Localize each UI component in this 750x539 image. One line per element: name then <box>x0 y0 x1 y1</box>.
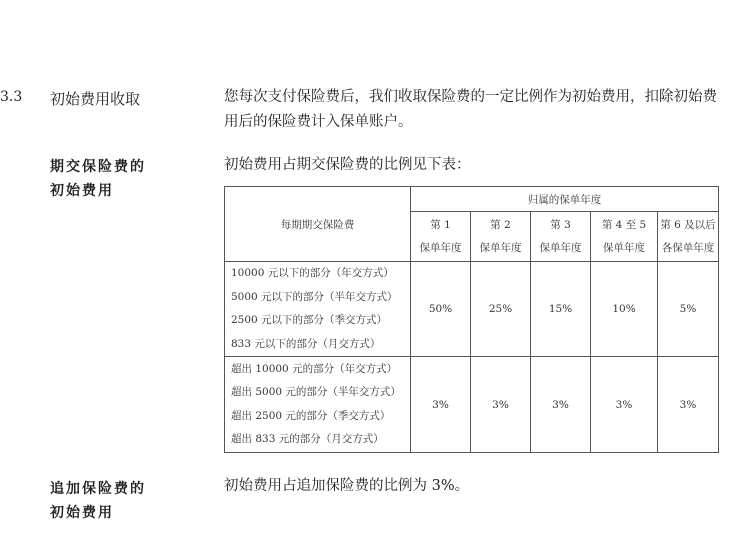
row-label <box>225 357 411 453</box>
rate-cell: 3% <box>471 357 531 453</box>
column-header-line1: 第 4 至 5 <box>601 218 647 231</box>
row-label-line: 超出 10000 元的部分（年交方式） <box>231 362 398 375</box>
periodic-label <box>50 155 146 203</box>
row-label-line: 833 元以下的部分（月交方式） <box>231 337 381 350</box>
section-number: 3.3 <box>0 89 23 105</box>
table-row <box>225 357 719 453</box>
row-label-line: 2500 元以下的部分（季交方式） <box>231 314 388 326</box>
column-header-line2: 保单年度 <box>419 241 462 254</box>
additional-label <box>50 477 146 525</box>
column-header <box>531 212 591 262</box>
table-row <box>225 262 719 357</box>
periodic-label-line1: 期交保险费的 <box>50 159 146 175</box>
row-label-line: 超出 5000 元的部分（半年交方式） <box>231 386 401 398</box>
section-title: 初始费用收取 <box>50 90 141 108</box>
periodic-label-line2: 初始费用 <box>50 183 114 199</box>
column-header <box>658 212 719 262</box>
column-header-line2: 保单年度 <box>539 241 582 254</box>
column-header-line2: 各保单年度 <box>661 241 715 254</box>
rate-cell: 50% <box>411 262 471 357</box>
row-label-line: 超出 833 元的部分（月交方式） <box>231 433 384 445</box>
column-header-line2: 保单年度 <box>603 241 645 254</box>
row-header: 每期期交保险费 <box>225 187 411 262</box>
rate-cell: 3% <box>658 357 719 453</box>
rate-cell: 3% <box>411 357 471 453</box>
rate-cell: 3% <box>591 357 658 453</box>
column-header <box>471 212 531 262</box>
group-header: 归属的保单年度 <box>411 187 719 212</box>
column-header <box>411 212 471 262</box>
row-label <box>225 262 411 357</box>
column-header <box>591 212 658 262</box>
rate-cell: 3% <box>531 357 591 453</box>
rate-cell: 5% <box>658 262 719 357</box>
additional-label-line1: 追加保险费的 <box>50 481 146 497</box>
additional-text: 初始费用占追加保险费的比例为 3%。 <box>224 478 470 494</box>
column-header-line1: 第 6 及以后 <box>660 218 716 231</box>
rate-cell: 10% <box>591 262 658 357</box>
rate-cell: 25% <box>471 262 531 357</box>
additional-label-line2: 初始费用 <box>50 505 114 521</box>
column-header-line1: 第 2 <box>490 218 511 231</box>
column-header-line1: 第 1 <box>430 218 451 231</box>
section-intro: 您每次支付保险费后，我们收取保险费的一定比例作为初始费用，扣除初始费用后的保险费计入保单账户。 <box>224 89 717 130</box>
column-header-line1: 第 3 <box>550 218 571 231</box>
row-label-line: 5000 元以下的部分（半年交方式） <box>231 290 398 303</box>
row-label-line: 10000 元以下的部分（年交方式） <box>231 267 394 279</box>
rate-cell: 15% <box>531 262 591 357</box>
row-label-line: 超出 2500 元的部分（季交方式） <box>231 409 391 422</box>
column-header-line2: 保单年度 <box>479 241 522 254</box>
fee-table <box>224 186 719 453</box>
periodic-text: 初始费用占期交保险费的比例见下表： <box>224 157 471 173</box>
